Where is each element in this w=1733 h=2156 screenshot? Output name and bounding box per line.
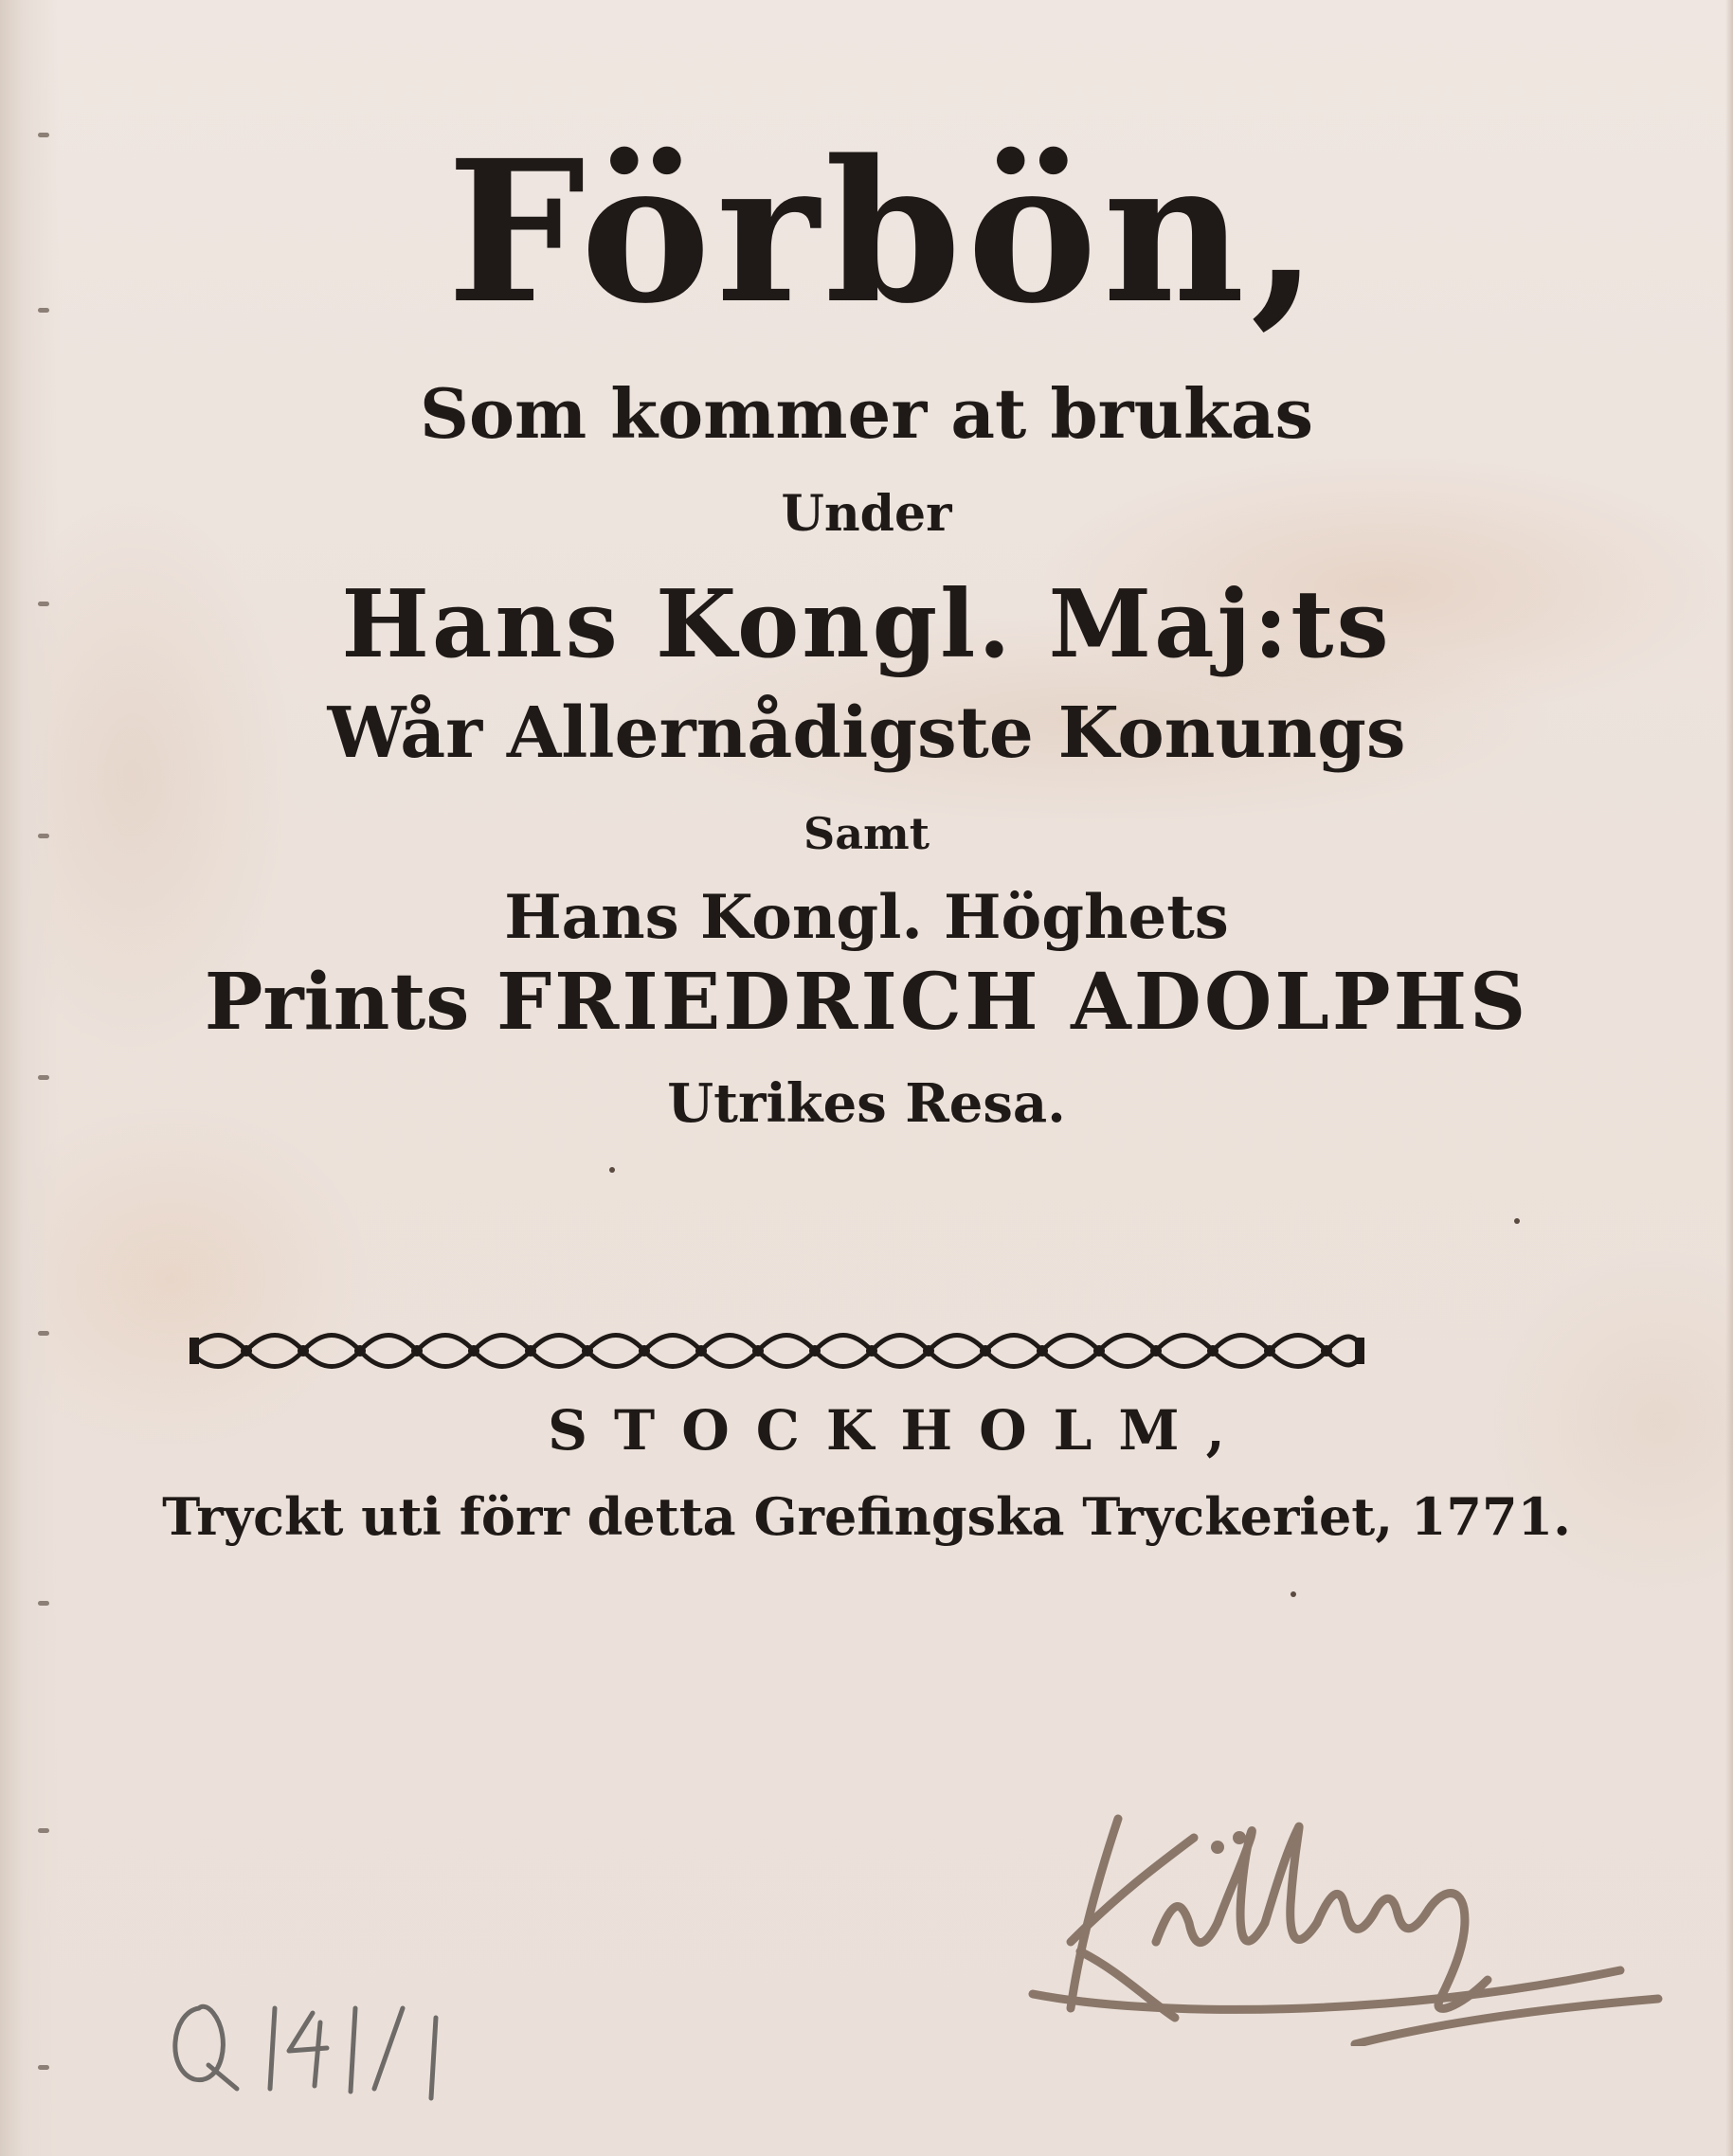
title-line-prints (0, 955, 1733, 1050)
title-line-hans-majestat: Hans Kongl. Maj:ts (341, 570, 1392, 679)
title-line-som-kommer: Som kommer at brukas (419, 373, 1314, 454)
shelfmark-text: Q 141/1 (161, 1980, 165, 1981)
handwritten-signature (1014, 1781, 1677, 2046)
prince-name: FRIEDRICH ADOLPHS (496, 957, 1529, 1048)
title-line-hoghets: Hans Kongl. Höghets (504, 882, 1229, 953)
title-line-under: Under (781, 485, 952, 543)
pencil-shelfmark (161, 1980, 502, 2112)
ink-speck (1514, 1218, 1520, 1224)
signature-text: Kjellberg (1014, 1781, 1018, 1782)
ink-speck (1291, 1591, 1296, 1597)
imprint-printer-year: Tryckt uti förr detta Grefingska Tryckeriet, 1771. (162, 1486, 1571, 1547)
ornament-border (190, 1324, 1364, 1377)
stitch-mark (38, 1828, 49, 1833)
page-title: Förbön, (446, 117, 1325, 347)
title-line-konungs: Wår Allernådigste Konungs (327, 692, 1406, 774)
ink-speck (609, 1167, 615, 1173)
imprint-city: STOCKHOLM, (548, 1398, 1252, 1463)
stitch-mark (38, 1331, 49, 1336)
prints-word: Prints (204, 957, 470, 1048)
stitch-mark (38, 2065, 49, 2070)
title-line-samt: Samt (803, 808, 930, 859)
stitch-mark (38, 1601, 49, 1606)
title-line-utrikes-resa: Utrikes Resa. (667, 1072, 1066, 1135)
